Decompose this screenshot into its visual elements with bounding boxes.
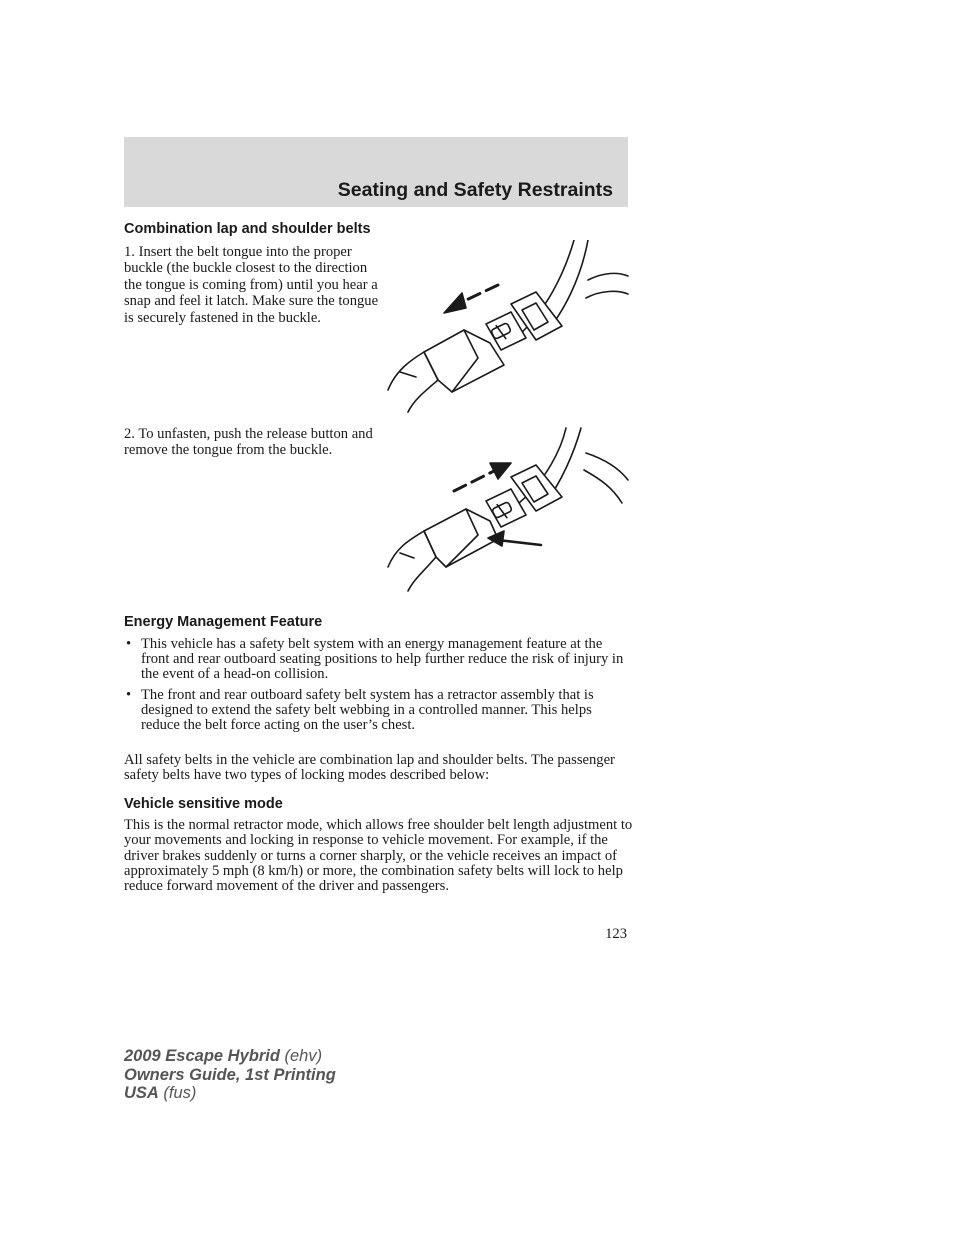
list-item bbox=[124, 688, 634, 734]
heading-combination: Combination lap and shoulder belts bbox=[124, 221, 371, 237]
header-band bbox=[124, 137, 628, 207]
belt-release-illustration-icon bbox=[386, 425, 636, 595]
page-title: Seating and Safety Restraints bbox=[337, 179, 613, 201]
energy-bullet-list bbox=[124, 637, 634, 738]
footer-line-1: 2009 Escape Hybrid (ehv) bbox=[124, 1047, 323, 1065]
bullet-text: The front and rear outboard safety belt system has a retractor assembly that is designed to extend the safety belt webbing in a controlled manner. This helps reduce the belt force acting on the user’s chest. bbox=[141, 686, 594, 734]
list-item bbox=[124, 637, 634, 683]
footer-line-3: USA (fus) bbox=[124, 1084, 197, 1102]
bullet-icon: • bbox=[126, 636, 132, 652]
step-1-text: 1. Insert the belt tongue into the proper buckle (the buckle closest to the direction the tongue is coming from) until you hear a snap and feel it latch. Make sure the tongue is securely fastened in the buckle. bbox=[124, 244, 379, 326]
heading-vehicle-sensitive-mode: Vehicle sensitive mode bbox=[124, 796, 283, 812]
footer-line-2: Owners Guide, 1st Printing bbox=[124, 1065, 336, 1084]
vehicle-mode-paragraph: This is the normal retractor mode, which allows free shoulder belt length adjustment to your movements and locking in response to vehicle movement. For example, if the driver brakes suddenly or turns a corner sharply, or the vehicle receives an impact of approximately 5 mph (8 km/h) or more, the combination safety belts will lock to help reduce forward movement of the driver and passengers. bbox=[124, 817, 633, 895]
step-2-text: 2. To unfasten, push the release button and remove the tongue from the buckle. bbox=[124, 426, 373, 459]
footer bbox=[124, 1047, 336, 1103]
heading-energy-management: Energy Management Feature bbox=[124, 614, 323, 630]
page-number: 123 bbox=[605, 926, 627, 942]
bullet-text: This vehicle has a safety belt system with an energy management feature at the front and rear outboard seating positions to help further reduce the risk of injury in the event of a head-on collision. bbox=[141, 636, 624, 683]
belt-insert-illustration-icon bbox=[386, 240, 636, 415]
bullet-icon: • bbox=[126, 686, 132, 703]
locking-modes-paragraph: All safety belts in the vehicle are combination lap and shoulder belts. The passenger safety belts have two types of locking modes described below: bbox=[124, 752, 615, 784]
